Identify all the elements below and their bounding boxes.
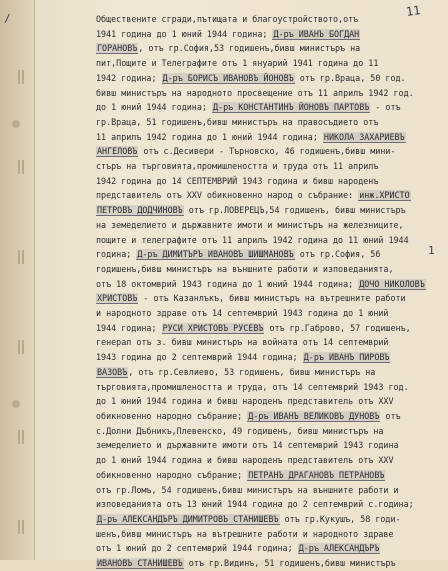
binding-stitch: [18, 70, 24, 84]
text-segment: до 1 юний 1944 година и бивш народенъ представитель отъ XXV: [96, 396, 394, 407]
text-line: [96, 218, 446, 233]
text-line: [96, 86, 446, 101]
text-line: [96, 115, 446, 130]
text-line: [96, 497, 446, 512]
binding-fold: [0, 0, 35, 560]
punch-hole: [12, 400, 20, 408]
highlighted-name: НИКОЛА ЗАХАРИЕВЪ: [323, 131, 405, 142]
text-line: [96, 394, 446, 409]
text-line: [96, 527, 446, 542]
text-line: [96, 247, 446, 262]
text-line: [96, 335, 446, 350]
text-segment: отъ гр.Видинъ, 51 годишенъ,бивш министъръ: [183, 558, 396, 569]
text-segment: , отъ гр.София,53 годишенъ,бивш министъръ на: [138, 43, 361, 54]
text-segment: шенъ,бивш министъръ на вътрешните работи и народното здраве: [96, 528, 394, 539]
highlighted-name: инж.ХРИСТО: [359, 190, 410, 201]
highlighted-name: Д-ръ ИВАНЪ ВЕЛИКОВЪ ДУНОВЪ: [248, 410, 380, 421]
binding-stitch: [18, 340, 24, 354]
text-line: [96, 159, 446, 174]
highlighted-name: Д-ръ ИВАНЪ ПИРОВЪ: [303, 352, 390, 363]
text-line: [96, 27, 446, 42]
text-segment: отъ с.Десивери - Търновско, 46 годишенъ,бивш мини-: [138, 146, 396, 157]
text-segment: Обществените сгради,пътищата и благоустройството,отъ: [96, 14, 359, 24]
highlighted-name: Д-ръ КОНСТАНТИНЪ ЙОНОВЪ ПАРТОВЪ: [212, 102, 370, 113]
text-segment: отъ гр.Габрово, 57 годишенъ,: [264, 322, 411, 333]
text-line: [96, 262, 446, 277]
text-line: [96, 203, 446, 218]
highlighted-name: РУСИ ХРИСТОВЪ РУСЕВЪ: [162, 322, 264, 333]
binding-stitch: [18, 250, 24, 264]
highlighted-name: Д-ръ БОРИСЪ ИВАНОВЪ ЙОНОВЪ: [162, 72, 294, 83]
text-line: [96, 130, 446, 145]
text-line: [96, 188, 446, 203]
text-segment: годишенъ,бивш министъръ на външните работи и изповеданията,: [96, 263, 394, 274]
text-segment: отъ: [380, 410, 401, 421]
highlighted-name: ГОРАНОВЪ: [97, 43, 138, 54]
text-segment: отъ 1 юний до 2 септемврий 1944 година;: [96, 543, 298, 554]
text-segment: 11 априлъ 1942 година до 1 юний 1944 година;: [96, 131, 323, 142]
highlighted-name: Д-ръ ИВАНЪ БОГДАН: [273, 28, 360, 39]
text-line: [96, 556, 446, 571]
text-line: [96, 438, 446, 453]
text-segment: отъ 18 октомврий 1943 година до 1 юний 1944 година;: [96, 278, 359, 289]
text-segment: изповеданията отъ 13 юний 1944 година до 2 септемврий с.година;: [96, 499, 414, 510]
text-segment: на земеделието и държавните имоти и министъръ на железниците,: [96, 219, 404, 230]
highlighted-name: АНГЕЛОВЪ: [97, 146, 138, 157]
text-line: [96, 12, 446, 27]
text-line: [96, 277, 446, 292]
text-segment: генерал отъ з. бивш министъръ на войната отъ 14 септемврий: [96, 337, 389, 348]
text-line: [96, 321, 446, 336]
highlighted-name: ПЕТРАНЪ ДРАГАНОВЪ ПЕТРАНОВЪ: [248, 469, 385, 480]
text-segment: пит,Пощите и Телеграфите отъ 1 януарий 1941 година до 11: [96, 58, 379, 69]
highlighted-name: ИВАНОВЪ СТАНИШЕВЪ: [97, 558, 183, 569]
text-line: [96, 56, 446, 71]
text-line: [96, 174, 446, 189]
text-line: [96, 380, 446, 395]
text-segment: обикновенно народно събрание;: [96, 469, 248, 480]
text-segment: гр.Враца, 51 годишенъ,бивш министъръ на правосъдието отъ: [96, 116, 379, 127]
text-line: [96, 512, 446, 527]
text-line: [96, 365, 446, 380]
highlighted-name: ХРИСТОВЪ: [97, 293, 138, 304]
margin-mark: 1: [428, 244, 435, 257]
text-segment: отъ гр.ЛОВЕРЕЦЪ,54 годишенъ, бивш министъръ: [183, 205, 406, 216]
text-line: [96, 41, 446, 56]
text-segment: до 1 юний 1944 година;: [96, 102, 212, 113]
text-segment: с.Долни Дъбникъ,Плевенско, 49 годишенъ, бивш министъръ на: [96, 425, 384, 436]
text-line: [96, 541, 446, 556]
text-segment: представитель отъ XXV обикновенно народ о събрание:: [96, 190, 359, 201]
text-line: [96, 306, 446, 321]
text-line: [96, 424, 446, 439]
highlighted-name: ПЕТРОВЪ ДОДЧИНОВЪ: [97, 205, 183, 216]
highlighted-name: ДОЧО НИКОЛОВЪ: [359, 278, 425, 289]
text-segment: отъ гр.Ломъ, 54 годишенъ,бивш министъръ на външните работи и: [96, 484, 399, 495]
binding-stitch: [18, 520, 24, 534]
text-segment: 1944 година;: [96, 322, 162, 333]
text-line: [96, 291, 446, 306]
text-line: [96, 71, 446, 86]
text-segment: отъ гр.Враца, 50 год.: [294, 72, 406, 83]
document-body: [96, 12, 446, 571]
text-line: [96, 409, 446, 424]
text-segment: , отъ гр.Севлиево, 53 годишенъ, бивш министъръ на: [128, 366, 376, 377]
text-line: [96, 483, 446, 498]
text-line: [96, 468, 446, 483]
text-line: [96, 453, 446, 468]
text-segment: и народното здраве отъ 14 септемврий 1943 година до 1 юний: [96, 308, 389, 319]
text-segment: земеделието и държавните имоти отъ 14 септемврий 1943 година: [96, 440, 399, 451]
highlighted-name: ВАЗОВЪ: [97, 366, 128, 377]
text-line: [96, 350, 446, 365]
text-line: [96, 100, 446, 115]
margin-mark: /: [4, 12, 11, 25]
text-line: [96, 144, 446, 159]
text-segment: пощите и телеграфите отъ 11 априлъ 1942 година до 11 юний 1944: [96, 234, 409, 245]
highlighted-name: Д-ръ АЛЕКСАНДЪРЪ: [298, 543, 380, 554]
text-line: [96, 233, 446, 248]
text-segment: 1942 година до 14 СЕПТЕМВРИЙ 1943 година и бивш народенъ: [96, 175, 379, 186]
text-segment: 1943 година до 2 септемврий 1944 година;: [96, 352, 303, 363]
text-segment: отъ гр.София, 56: [294, 249, 381, 260]
binding-stitch: [18, 430, 24, 444]
text-segment: обикновенно народно събрание;: [96, 410, 248, 421]
highlighted-name: Д-ръ АЛЕКСАНДЪРЪ ДИМИТРОВЪ СТАНИШЕВЪ: [97, 513, 279, 524]
text-segment: - отъ Казанлъкъ, бивш министъръ на вътрешните работи: [138, 293, 406, 304]
text-segment: стъръ на търговията,промишлеността и труда отъ 11 априлъ: [96, 161, 379, 172]
text-segment: година;: [96, 249, 137, 260]
text-segment: - отъ: [370, 102, 401, 113]
text-segment: 1941 година до 1 юний 1944 година;: [96, 28, 273, 39]
binding-stitch: [18, 160, 24, 174]
highlighted-name: Д-ръ ДИМИТЪРЪ ИВАНОВЪ ШИШМАНОВЪ: [137, 249, 294, 260]
text-segment: бивш министъръ на народното просвещение отъ 11 априлъ 1942 год.: [96, 87, 414, 98]
page-number: 11: [404, 3, 421, 19]
text-segment: търговията,промишлеността и труда, отъ 14 септемврий 1943 год.: [96, 381, 409, 392]
text-segment: до 1 юний 1944 година и бивш народенъ представитель отъ XXV: [96, 455, 394, 466]
punch-hole: [12, 120, 20, 128]
text-segment: 1942 година;: [96, 72, 162, 83]
text-segment: отъ гр.Кукушъ, 58 годи-: [279, 513, 401, 524]
